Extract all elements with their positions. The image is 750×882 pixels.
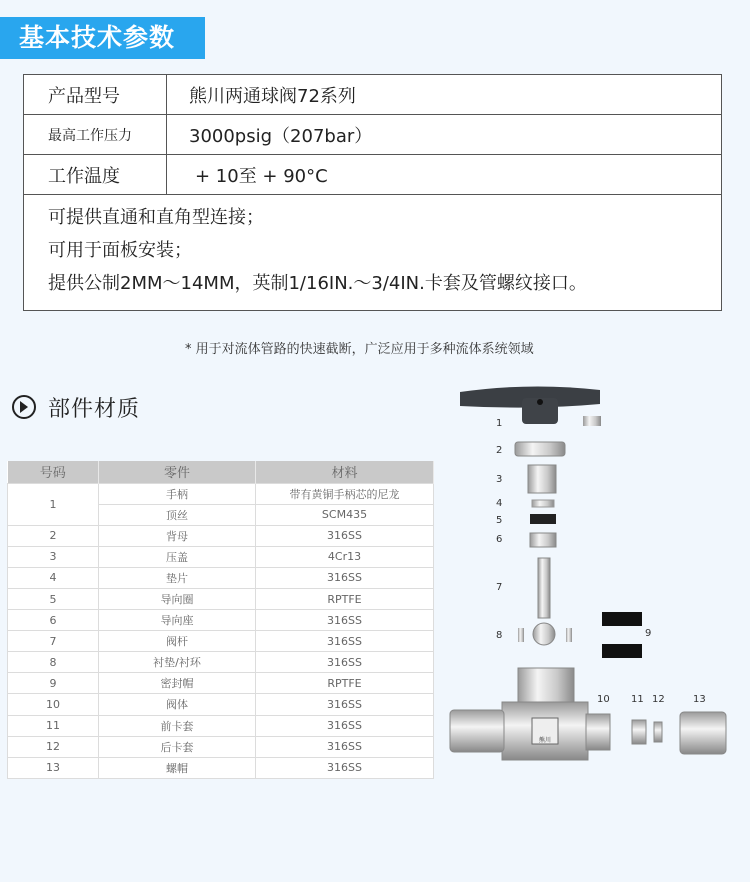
part-label: 2 <box>496 445 503 456</box>
spec-table <box>23 74 722 311</box>
cell-material: 316SS <box>256 567 434 588</box>
part-label: 7 <box>496 582 503 593</box>
handle-part <box>460 386 601 426</box>
part-label: 6 <box>496 534 503 545</box>
back-nut-part <box>515 442 565 456</box>
cell-material: 316SS <box>256 525 434 546</box>
cell-part: 顶丝 <box>99 504 256 525</box>
cell-part: 垫片 <box>99 567 256 588</box>
spec-row <box>24 115 722 155</box>
spec-row <box>24 75 722 115</box>
guide-seat-part <box>530 533 556 547</box>
cell-material: 4Cr13 <box>256 546 434 567</box>
materials-heading <box>12 393 140 421</box>
cell-part: 螺帽 <box>99 757 256 778</box>
valve-illustration <box>440 380 750 800</box>
cell-part: 导向圈 <box>99 588 256 609</box>
cell-material: 316SS <box>256 757 434 778</box>
guide-ring-part <box>530 514 556 524</box>
header-material: 材料 <box>256 461 434 483</box>
feature-line: 可用于面板安装； <box>48 240 192 261</box>
materials-table <box>7 461 434 779</box>
cell-material: 带有黄铜手柄芯的尼龙 <box>256 483 434 504</box>
materials-title: 部件材质 <box>48 396 141 422</box>
cell-material: 316SS <box>256 652 434 673</box>
nut-part <box>680 712 726 754</box>
part-label: 5 <box>496 515 503 526</box>
cell-no: 12 <box>8 736 99 757</box>
feature-line: 提供公制2MM～14MM，英制1/16IN.～3/4IN.卡套及管螺纹接口。 <box>48 273 587 294</box>
part-label: 1 <box>496 418 503 429</box>
cell-material: RPTFE <box>256 673 434 694</box>
seal-parts <box>602 612 642 658</box>
cell-no: 8 <box>8 652 99 673</box>
cell-no: 5 <box>8 588 99 609</box>
part-label: 10 <box>597 694 610 705</box>
cell-part: 阀体 <box>99 694 256 715</box>
table-row <box>8 567 434 588</box>
part-label: 9 <box>645 628 652 639</box>
cell-no: 1 <box>8 483 99 525</box>
valve-body-part <box>450 668 610 760</box>
front-ferrule-part <box>632 720 646 744</box>
spec-key: 最高工作压力 <box>24 115 167 155</box>
cell-material: SCM435 <box>256 504 434 525</box>
table-row <box>8 525 434 546</box>
table-row <box>8 483 434 504</box>
cell-material: 316SS <box>256 631 434 652</box>
stem-part <box>533 558 555 645</box>
seat-ring-left <box>518 628 524 642</box>
chevron-right-circle-icon <box>12 395 36 419</box>
part-label: 13 <box>693 694 706 705</box>
cell-no: 3 <box>8 546 99 567</box>
cell-material: 316SS <box>256 715 434 736</box>
cell-no: 7 <box>8 631 99 652</box>
cell-no: 9 <box>8 673 99 694</box>
cell-no: 2 <box>8 525 99 546</box>
table-row <box>8 652 434 673</box>
spec-row <box>24 155 722 195</box>
seat-ring-right <box>566 628 572 642</box>
table-row <box>8 610 434 631</box>
header-part: 零件 <box>99 461 256 483</box>
part-label: 11 <box>631 694 644 705</box>
cell-no: 11 <box>8 715 99 736</box>
gasket-part <box>532 500 554 507</box>
cell-part: 后卡套 <box>99 736 256 757</box>
cell-material: 316SS <box>256 736 434 757</box>
spec-value: 3000psig（207bar） <box>167 115 722 155</box>
part-label: 3 <box>496 474 503 485</box>
spec-features-row <box>24 195 722 311</box>
header-no: 号码 <box>8 461 99 483</box>
part-label: 8 <box>496 630 503 641</box>
cell-part: 压盖 <box>99 546 256 567</box>
spec-value: + 10至 + 90°C <box>167 155 722 195</box>
spec-value: 熊川两通球阀72系列 <box>167 75 722 115</box>
table-row <box>8 631 434 652</box>
table-row <box>8 546 434 567</box>
part-label: 4 <box>496 498 503 509</box>
cell-part: 背母 <box>99 525 256 546</box>
cell-no: 10 <box>8 694 99 715</box>
part-label: 12 <box>652 694 665 705</box>
gland-part <box>528 465 556 493</box>
materials-header-row <box>8 461 434 483</box>
spec-key: 产品型号 <box>24 75 167 115</box>
cell-material: RPTFE <box>256 588 434 609</box>
cell-part: 密封帽 <box>99 673 256 694</box>
table-row <box>8 694 434 715</box>
cell-part: 手柄 <box>99 483 256 504</box>
body-logo-text: 熊川 <box>538 737 552 744</box>
table-row <box>8 715 434 736</box>
cell-part: 导向座 <box>99 610 256 631</box>
spec-features <box>24 195 722 311</box>
section-banner: 基本技术参数 <box>0 17 205 59</box>
cell-part: 阀杆 <box>99 631 256 652</box>
table-row <box>8 588 434 609</box>
cell-no: 6 <box>8 610 99 631</box>
exploded-valve-diagram <box>440 380 750 800</box>
usage-note: * 用于对流体管路的快速截断，广泛应用于多种流体系统领域 <box>185 342 534 357</box>
table-row <box>8 736 434 757</box>
cell-part: 前卡套 <box>99 715 256 736</box>
feature-line: 可提供直通和直角型连接； <box>48 207 264 228</box>
cell-no: 4 <box>8 567 99 588</box>
table-row <box>8 757 434 778</box>
cell-no: 13 <box>8 757 99 778</box>
back-ferrule-part <box>654 722 662 742</box>
spec-key: 工作温度 <box>24 155 167 195</box>
cell-part: 衬垫/衬环 <box>99 652 256 673</box>
cell-material: 316SS <box>256 610 434 631</box>
cell-material: 316SS <box>256 694 434 715</box>
table-row <box>8 673 434 694</box>
